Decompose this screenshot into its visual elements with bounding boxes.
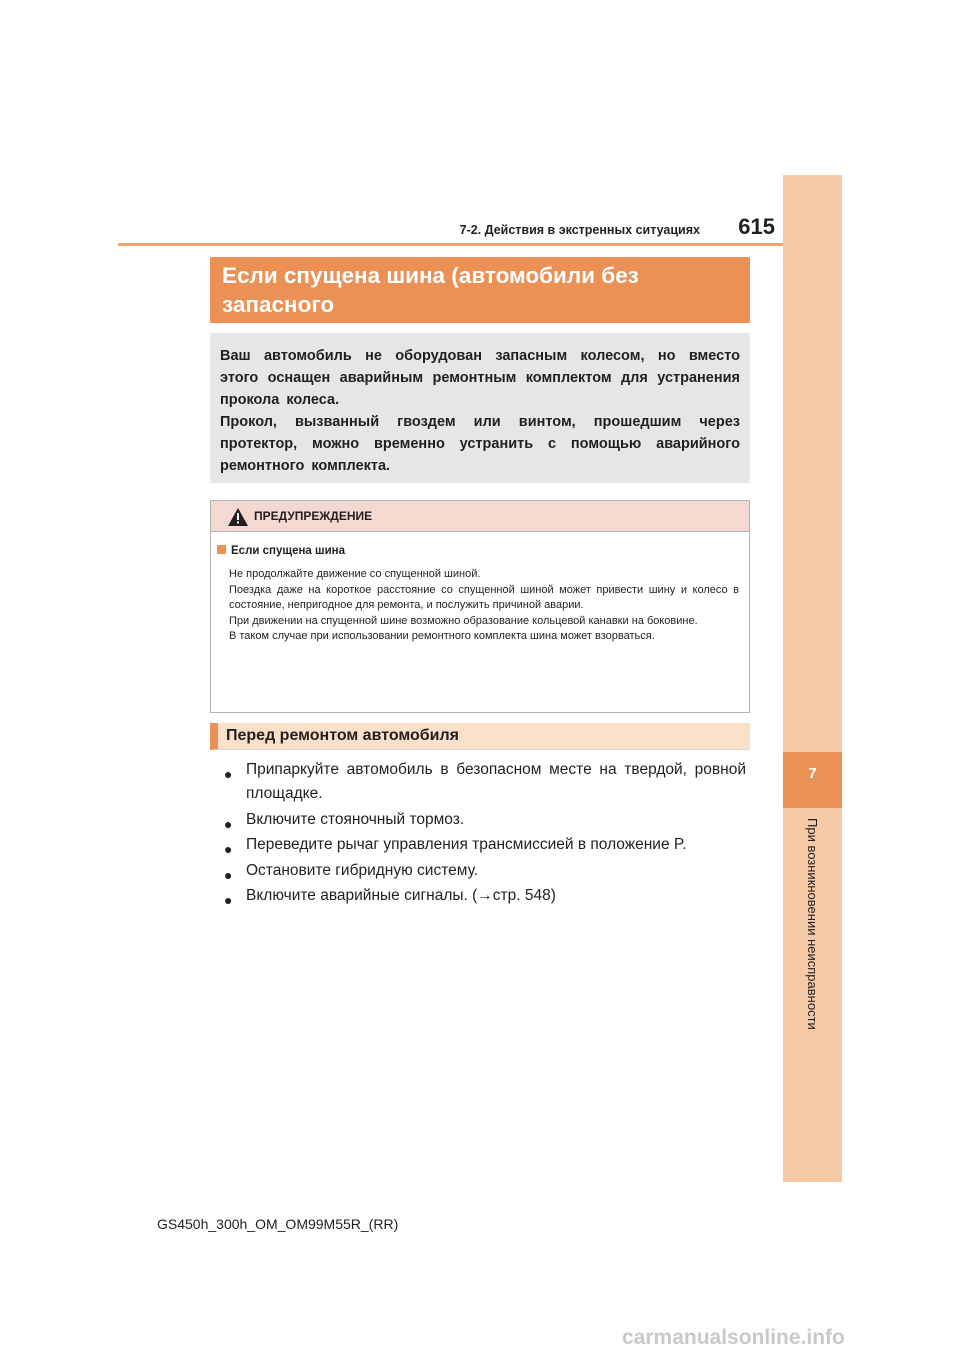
warning-subtitle [217,545,345,557]
chapter-label-text: При возникновении неисправности [805,818,820,1030]
list-item-text: Припаркуйте автомобиль в безопасном месте на твердой, ровной площадке. [246,761,746,802]
warning-header [211,501,749,532]
bullet-dot-icon: ● [224,815,233,832]
page-number: 615 [738,214,775,239]
list-item [224,808,746,832]
chapter-side-strip [783,175,842,1182]
warning-line: В таком случае при использовании ремонтного комплекта шина может взорваться. [229,630,655,642]
warning-triangle-icon [227,507,249,527]
bullet-dot-icon: ● [224,892,233,908]
watermark: carmanualsonline.info [622,1326,845,1349]
intro-paragraph-1: Ваш автомобиль не оборудован запасным колесом, но вместо этого оснащен аварийным ремонтным комплектом для устранения прокола колеса. [220,348,740,408]
bullet-dot-icon: ● [224,766,233,782]
list-item-text: Переведите рычаг управления трансмиссией в положение P. [246,836,687,853]
warning-box [210,500,750,713]
chapter-number: 7 [808,765,817,782]
warning-subtitle-text: Если спущена шина [231,545,346,557]
warning-label: ПРЕДУПРЕЖДЕНИЕ [254,509,373,523]
running-header: 7-2. Действия в экстренных ситуациях [459,223,700,237]
list-item [224,884,746,908]
list-item [224,859,746,883]
square-bullet-icon [217,545,226,554]
warning-line: Поездка даже на короткое расстояние со спущенной шиной может привести шину и колесо в состояние, непригодное для ремонта, и послужить причиной аварии. [229,583,739,611]
list-item-text: Включите аварийные сигналы. (→стр. 548) [246,887,556,904]
intro-box [210,333,750,483]
bullet-dot-icon: ● [224,841,233,857]
list-item-text: Остановите гибридную систему. [246,861,479,879]
before-repair-heading: Перед ремонтом автомобиля [210,723,750,750]
list-item-text: Включите стояночный тормоз. [246,810,465,828]
before-repair-list [224,758,746,910]
warning-line: Не продолжайте движение со спущенной шиной. [229,568,481,580]
list-item [224,758,746,806]
header-divider [118,243,783,246]
section-title [210,257,750,323]
document-code: GS450h_300h_OM_OM99M55R_(RR) [157,1216,399,1232]
section-title-line-1: Если спущена шина (автомобили без запасного [222,263,639,317]
bullet-dot-icon: ● [224,866,233,883]
warning-body [229,567,739,645]
chapter-label [783,818,842,1030]
warning-line: При движении на спущенной шине возможно образование кольцевой канавки на боковине. [229,614,698,627]
intro-paragraph-2: Прокол, вызванный гвоздем или винтом, прошедшим через протектор, можно временно устранить с помощью аварийного ремонтного комплекта. [220,414,740,474]
list-item [224,833,746,857]
